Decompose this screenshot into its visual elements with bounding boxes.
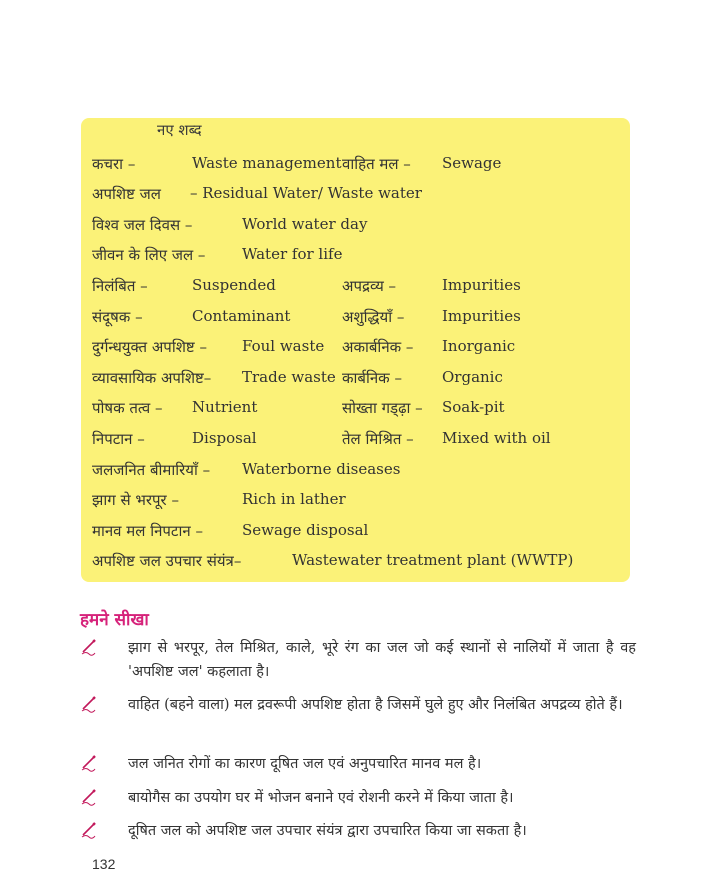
learned-point [80,752,640,776]
vocab-english: Sewage disposal [242,521,369,539]
vocab-english: Suspended [192,276,276,294]
learned-point-text: झाग से भरपूर, तेल मिश्रित, काले, भूरे रंग का जल जो कई स्थानों से नालियों में जाता है वह 'अपशिष्ट जल' कहलाता है। [128,640,636,680]
vocab-english: Waterborne diseases [242,460,401,478]
vocab-english: Wastewater treatment plant (WWTP) [292,551,574,569]
vocab-hindi-2: अकार्बनिक – [342,338,414,356]
vocab-hindi: कचरा – [92,155,136,173]
learned-point [80,636,640,684]
learned-point-text: दूषित जल को अपशिष्ट जल उपचार संयंत्र द्वारा उपचारित किया जा सकता है। [128,823,527,839]
pen-writing-icon [80,754,98,772]
vocab-hindi: निपटान – [92,430,145,448]
pen-writing-icon [80,695,98,713]
learned-point [80,819,640,843]
vocab-english: Disposal [192,429,257,447]
vocab-hindi: निलंबित – [92,277,148,295]
vocab-english: Contaminant [192,307,291,325]
vocab-hindi-2: तेल मिश्रित – [342,430,414,448]
vocab-hindi: विश्व जल दिवस – [92,216,193,234]
vocab-english-2: Organic [442,368,503,386]
vocab-hindi: जलजनित बीमारियाँ – [92,461,211,479]
vocab-english-2: Soak-pit [442,398,505,416]
learned-point-text: वाहित (बहने वाला) मल द्रवरूपी अपशिष्ट होता है जिसमें घुले हुए और निलंबित अपद्रव्य होते हैं। [128,697,623,713]
vocab-hindi-2: अपद्रव्य – [342,277,397,295]
learned-heading: हमने सीखा [80,610,149,630]
pen-writing-icon [80,821,98,839]
vocab-english: Water for life [242,245,343,263]
vocab-hindi-2: कार्बनिक – [342,369,402,387]
learned-point-text: बायोगैस का उपयोग घर में भोजन बनाने एवं रोशनी करने में किया जाता है। [128,790,514,806]
vocab-english-2: Sewage [442,154,502,172]
vocab-hindi-2: अशुद्धियाँ – [342,308,405,326]
learned-point [80,786,640,810]
vocab-hindi: व्यावसायिक अपशिष्ट– [92,369,212,387]
pen-writing-icon [80,638,98,656]
vocab-hindi: झाग से भरपूर – [92,491,179,509]
vocab-hindi: अपशिष्ट जल [92,185,161,203]
vocab-english-2: Impurities [442,307,521,325]
vocab-english: Trade waste [242,368,336,386]
vocabulary-title: नए शब्द [157,121,202,139]
vocab-english: World water day [242,215,368,233]
vocab-english-2: Mixed with oil [442,429,551,447]
vocab-english: – Residual Water/ Waste water [190,184,422,202]
vocab-hindi: संदूषक – [92,308,143,326]
vocab-english-2: Impurities [442,276,521,294]
vocab-hindi: मानव मल निपटान – [92,522,203,540]
page-number: 132 [92,856,116,872]
vocab-hindi: पोषक तत्व – [92,399,163,417]
vocab-hindi-2: सोख्ता गड्ढ़ा – [342,399,423,417]
pen-writing-icon [80,788,98,806]
vocab-english: Nutrient [192,398,258,416]
vocab-hindi-2: वाहित मल – [342,155,411,173]
vocab-hindi: अपशिष्ट जल उपचार संयंत्र– [92,552,242,570]
learned-point [80,693,640,741]
vocab-english: Rich in lather [242,490,346,508]
vocab-hindi: दुर्गन्धयुक्त अपशिष्ट – [92,338,207,356]
vocab-english: Foul waste [242,337,325,355]
vocab-english-2: Inorganic [442,337,516,355]
vocab-hindi: जीवन के लिए जल – [92,246,206,264]
vocab-english: Waste management [192,154,342,172]
learned-point-text: जल जनित रोगों का कारण दूषित जल एवं अनुपचारित मानव मल है। [128,756,482,772]
